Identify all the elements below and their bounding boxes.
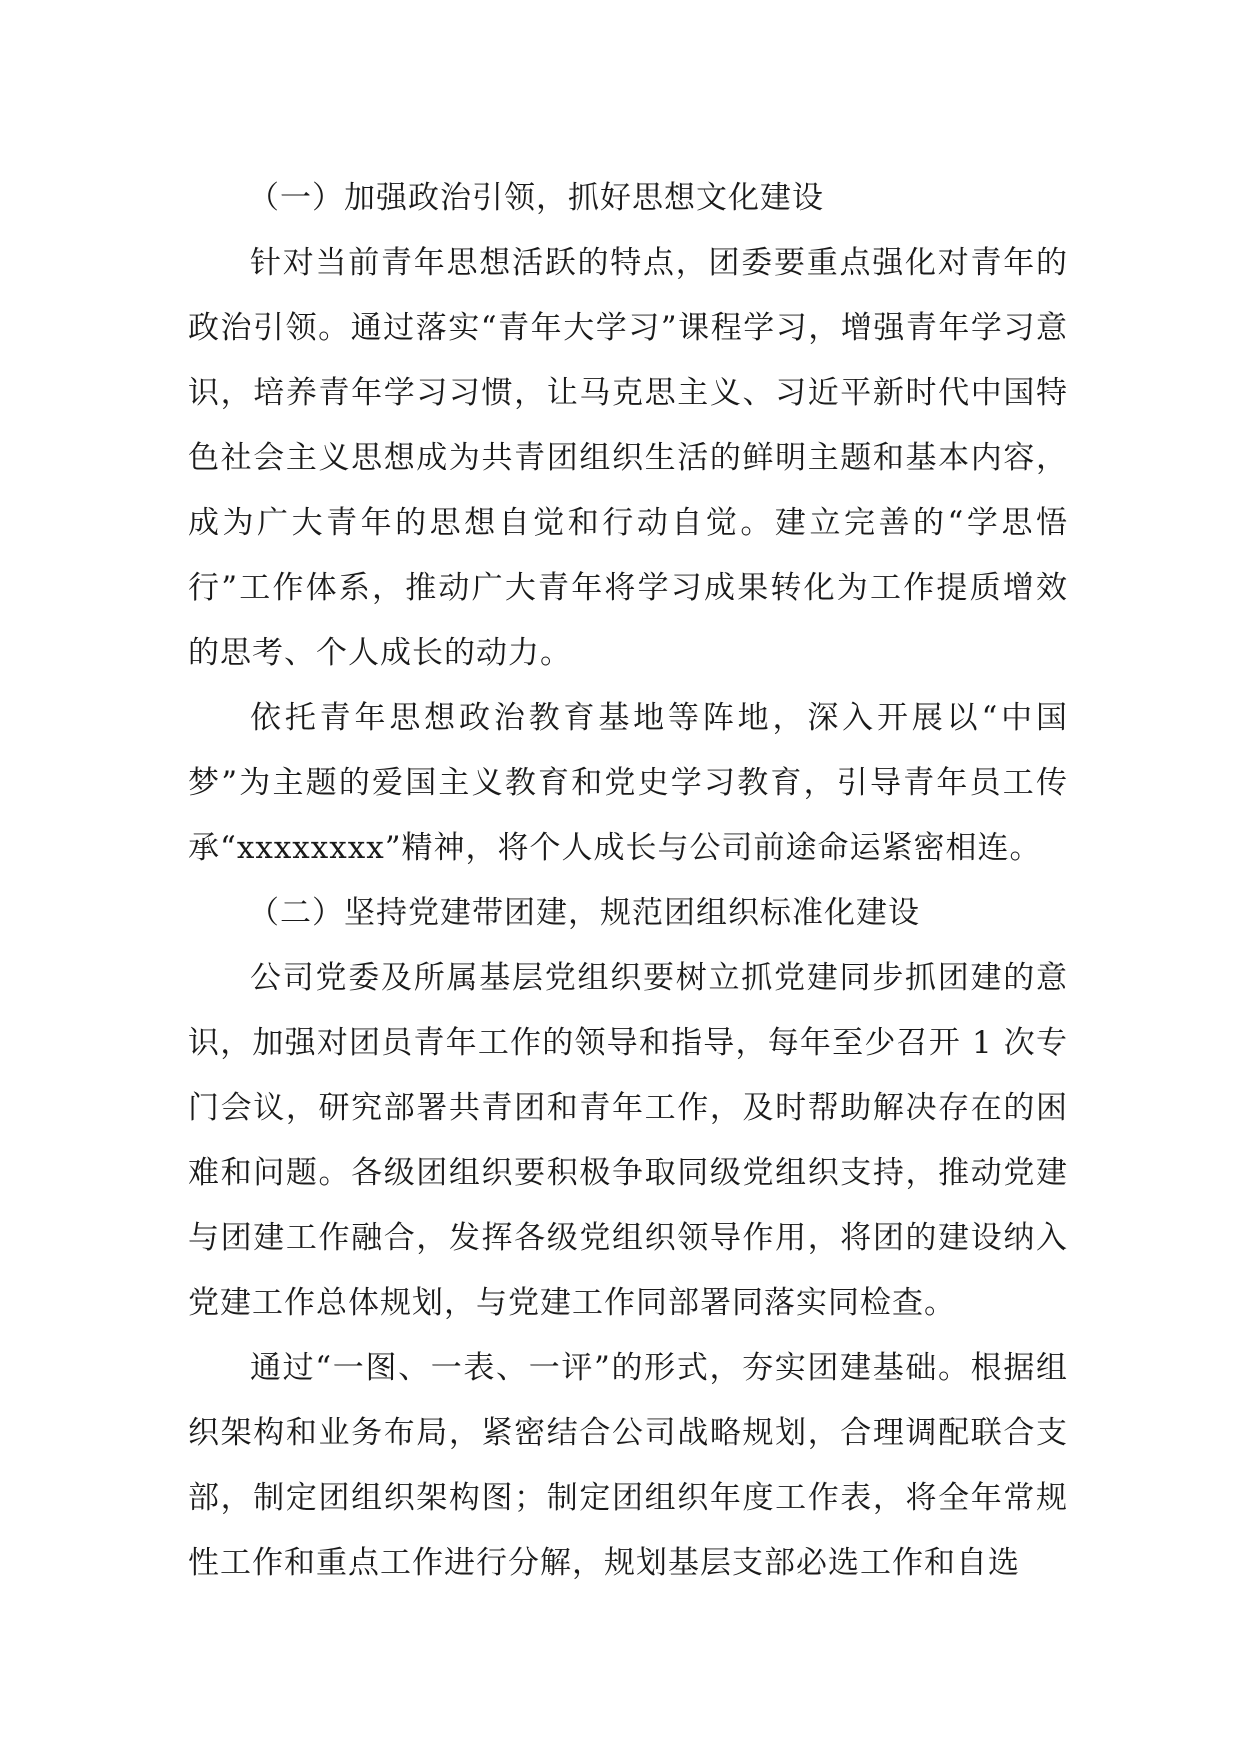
paragraph-2-2: 通过“一图、一表、一评”的形式，夯实团建基础。根据组织架构和业务布局，紧密结合公司战略规划，合理调配联合支部，制定团组织架构图；制定团组织年度工作表，将全年常规性工作和重点工作进行分解，规划基层支部必选工作和自选 bbox=[188, 1350, 1068, 1581]
paragraph-2-1: 公司党委及所属基层党组织要树立抓党建同步抓团建的意识，加强对团员青年工作的领导和指导，每年至少召开 1 次专门会议，研究部署共青团和青年工作，及时帮助解决存在的困难和问题。各级团组织要积极争取同级党组织支持，推动党建与团建工作融合，发挥各级党组织领导作用，将团的建设纳入党建工作总体规划，与党建工作同部署同落实同检查。 bbox=[188, 960, 1068, 1321]
section-heading-2: （二）坚持党建带团建，规范团组织标准化建设 bbox=[248, 895, 920, 931]
paragraph-1-1: 针对当前青年思想活跃的特点，团委要重点强化对青年的政治引领。通过落实“青年大学习”课程学习，增强青年学习意识，培养青年学习习惯，让马克思主义、习近平新时代中国特色社会主义思想成为共青团组织生活的鲜明主题和基本内容，成为广大青年的思想自觉和行动自觉。建立完善的“学思悟行”工作体系，推动广大青年将学习成果转化为工作提质增效的思考、个人成长的动力。 bbox=[188, 245, 1068, 671]
section-heading-1: （一）加强政治引领，抓好思想文化建设 bbox=[248, 180, 824, 216]
paragraph-1-2: 依托青年思想政治教育基地等阵地，深入开展以“中国梦”为主题的爱国主义教育和党史学习教育，引导青年员工传承“xxxxxxxx”精神，将个人成长与公司前途命运紧密相连。 bbox=[188, 700, 1068, 866]
document-body bbox=[188, 166, 1068, 1596]
